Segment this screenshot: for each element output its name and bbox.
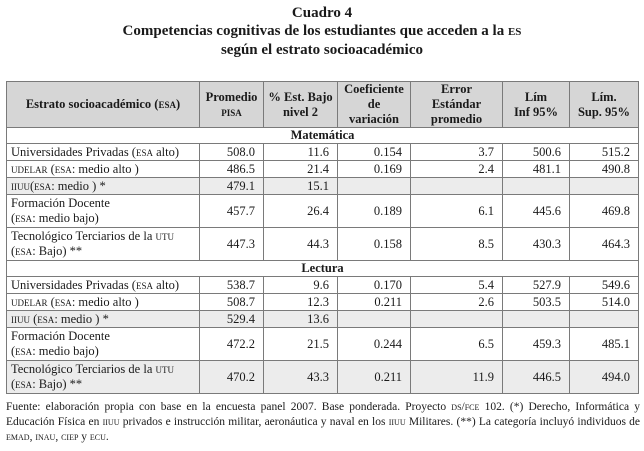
cell-liminf: 503.5 (503, 294, 570, 311)
row-label: Universidades Privadas (esa alto) (7, 277, 200, 294)
cell-coef (338, 311, 411, 328)
row-label: Tecnológico Terciarios de la utu (esa: Bajo) ** (7, 361, 200, 394)
row-label: Universidades Privadas (esa alto) (7, 144, 200, 161)
table-row (7, 277, 639, 294)
row-label: udelar (esa: medio alto ) (7, 294, 200, 311)
cell-promedio: 447.3 (200, 228, 264, 261)
section-row (7, 261, 639, 277)
cell-error (411, 178, 503, 195)
cell-limsup: 515.2 (570, 144, 639, 161)
cell-limsup: 490.8 (570, 161, 639, 178)
cell-promedio: 472.2 (200, 328, 264, 361)
table-subtitle: según el estrato socioacadémico (220, 42, 424, 58)
cell-bajo: 15.1 (264, 178, 338, 195)
table-row (7, 161, 639, 178)
cell-limsup: 549.6 (570, 277, 639, 294)
cell-liminf: 430.3 (503, 228, 570, 261)
cell-promedio: 538.7 (200, 277, 264, 294)
cell-bajo: 43.3 (264, 361, 338, 394)
table-row (7, 144, 639, 161)
table-row (7, 294, 639, 311)
cell-error: 2.6 (411, 294, 503, 311)
cell-coef (338, 178, 411, 195)
cell-coef: 0.154 (338, 144, 411, 161)
table-row (7, 228, 639, 261)
cell-liminf: 527.9 (503, 277, 570, 294)
cell-error: 6.5 (411, 328, 503, 361)
table-row (7, 195, 639, 228)
cell-error: 5.4 (411, 277, 503, 294)
section-row (7, 128, 639, 144)
row-label: iiuu(esa: medio ) * (7, 178, 200, 195)
cell-limsup (570, 178, 639, 195)
table-row (7, 311, 639, 328)
cell-liminf: 500.6 (503, 144, 570, 161)
section-lectura: Lectura (7, 261, 639, 277)
cell-coef: 0.211 (338, 294, 411, 311)
cell-limsup: 464.3 (570, 228, 639, 261)
footnote: Fuente: elaboración propia con base en la encuesta panel 2007. Base ponderada. Proyecto ds/fce 102. (*) Derecho, Informática y Educación Física en iiuu privados e instrucción militar, aeronáutica y naval en los iiuu Militares. (**) La categoría incluyó individuos de emad, inau, ciep y ecu. (6, 401, 641, 443)
cell-limsup: 485.1 (570, 328, 639, 361)
header-lim-inf: Lím Inf 95% (503, 82, 570, 128)
cell-promedio: 479.1 (200, 178, 264, 195)
header-lim-sup: Lím. Sup. 95% (570, 82, 639, 128)
row-label: Formación Docente (esa: medio bajo) (7, 195, 200, 228)
cell-bajo: 12.3 (264, 294, 338, 311)
cell-bajo: 13.6 (264, 311, 338, 328)
cell-coef: 0.211 (338, 361, 411, 394)
cell-liminf: 459.3 (503, 328, 570, 361)
table-row (7, 361, 639, 394)
cell-coef: 0.169 (338, 161, 411, 178)
cell-liminf (503, 311, 570, 328)
cell-bajo: 21.4 (264, 161, 338, 178)
cell-limsup: 469.8 (570, 195, 639, 228)
cell-coef: 0.189 (338, 195, 411, 228)
cell-bajo: 9.6 (264, 277, 338, 294)
cell-limsup: 494.0 (570, 361, 639, 394)
cell-promedio: 508.0 (200, 144, 264, 161)
cell-error: 2.4 (411, 161, 503, 178)
cell-bajo: 26.4 (264, 195, 338, 228)
cell-error: 3.7 (411, 144, 503, 161)
table-number: Cuadro 4 (291, 5, 353, 21)
header-error: Error Estándar promedio (411, 82, 503, 128)
table-row (7, 328, 639, 361)
cell-error (411, 311, 503, 328)
cell-liminf: 445.6 (503, 195, 570, 228)
row-label: iiuu (esa: medio ) * (7, 311, 200, 328)
cell-error: 8.5 (411, 228, 503, 261)
cell-error: 6.1 (411, 195, 503, 228)
cell-coef: 0.158 (338, 228, 411, 261)
cell-error: 11.9 (411, 361, 503, 394)
cell-bajo: 44.3 (264, 228, 338, 261)
cell-promedio: 529.4 (200, 311, 264, 328)
cell-promedio: 508.7 (200, 294, 264, 311)
header-stratum: Estrato socioacadémico (esa) (7, 82, 200, 128)
cell-promedio: 457.7 (200, 195, 264, 228)
cell-bajo: 21.5 (264, 328, 338, 361)
cell-liminf: 446.5 (503, 361, 570, 394)
row-label: udelar (esa: medio alto ) (7, 161, 200, 178)
cell-coef: 0.244 (338, 328, 411, 361)
cell-promedio: 486.5 (200, 161, 264, 178)
row-label: Formación Docente (esa: medio bajo) (7, 328, 200, 361)
table-title: Competencias cognitivas de los estudiantes que acceden a la es (122, 23, 522, 39)
table-header-row (7, 82, 639, 128)
cell-coef: 0.170 (338, 277, 411, 294)
cell-bajo: 11.6 (264, 144, 338, 161)
competencies-table (6, 81, 639, 394)
cell-limsup: 514.0 (570, 294, 639, 311)
header-bajo-nivel2: % Est. Bajo nivel 2 (264, 82, 338, 128)
table-row (7, 178, 639, 195)
cell-limsup (570, 311, 639, 328)
header-coeficiente: Coeficiente de variación (338, 82, 411, 128)
cell-liminf: 481.1 (503, 161, 570, 178)
cell-promedio: 470.2 (200, 361, 264, 394)
header-promedio: Promedio pisa (200, 82, 264, 128)
cell-liminf (503, 178, 570, 195)
section-matematica: Matemática (7, 128, 639, 144)
row-label: Tecnológico Terciarios de la utu (esa: Bajo) ** (7, 228, 200, 261)
